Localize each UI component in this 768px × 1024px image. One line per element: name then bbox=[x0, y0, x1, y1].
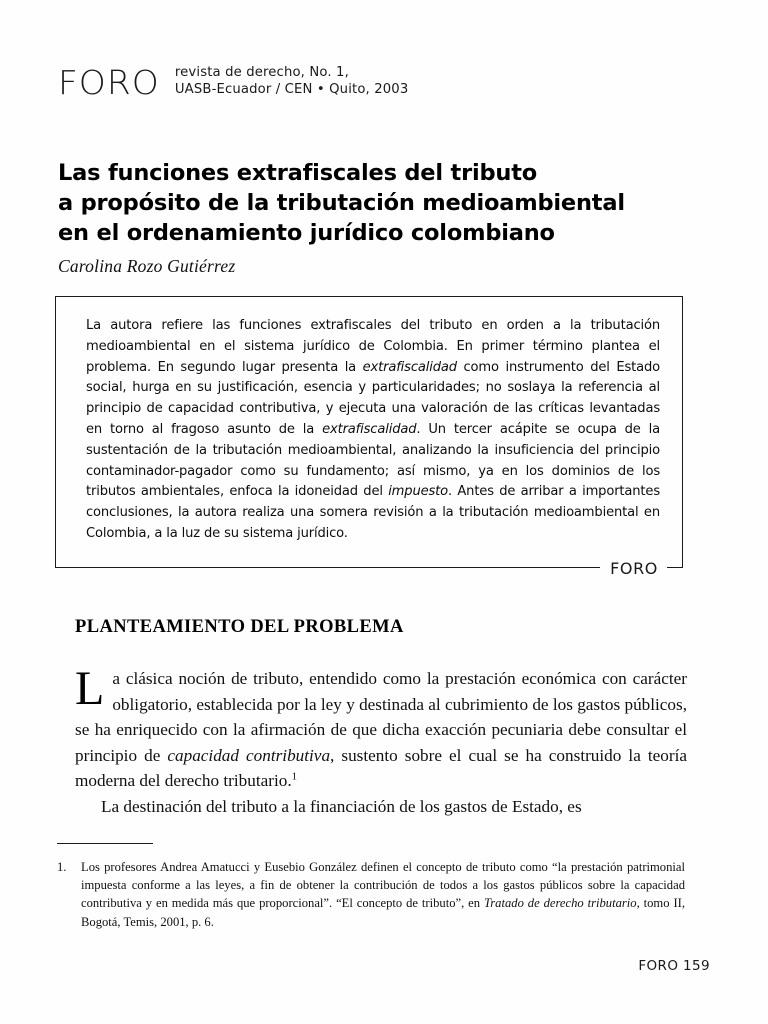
article-title-line-1: Las funciones extrafiscales del tributo bbox=[58, 160, 538, 186]
abstract-italic-2: extrafiscalidad bbox=[322, 421, 417, 437]
footnote-body bbox=[81, 858, 685, 931]
footnote-italic-title: Tratado de derecho tributario bbox=[483, 896, 637, 911]
body-paragraph-1 bbox=[75, 662, 688, 794]
abstract-foro-badge: FORO bbox=[600, 560, 667, 578]
body-paragraph-1-italic: capacidad contributiva bbox=[167, 745, 331, 765]
footnote-part-1: Los profesores Andrea Amatucci y Eusebio González definen el concepto de tributo como “la prestación patrimonial impuesta conforme a las leyes, a fin de obtener la contribución de todos a los gastos públicos sobre la capacidad contributiva y en medida más que proporcional”. “El concepto de tributo”, en bbox=[81, 860, 685, 911]
masthead bbox=[58, 63, 409, 102]
article-author: Carolina Rozo Gutiérrez bbox=[58, 256, 236, 276]
masthead-publication-info bbox=[175, 65, 409, 98]
abstract-part-1: La autora refiere las funciones extrafiscales del tributo en orden a la tributación medioambiental en el sistema jurídico de Colombia. En primer término plantea el problema. En segundo lugar presenta la bbox=[86, 318, 660, 375]
abstract-text bbox=[86, 316, 660, 545]
body-paragraph-1-part-2: , sustento sobre el cual se ha construido la teoría moderna del derecho tributario. bbox=[75, 745, 687, 791]
drop-cap: L bbox=[75, 662, 105, 715]
abstract-italic-1: extrafiscalidad bbox=[362, 359, 457, 375]
abstract-part-3: . Un tercer acápite se ocupa de la sustentación de la tributación medioambiental, analizando la insuficiencia del principio contaminador-pagador como su fundamento; así mismo, ya en los dominios de los tributos ambientales, enfoca la idoneidad del bbox=[86, 421, 660, 500]
article-title-line-2: a propósito de la tributación medioambiental bbox=[58, 190, 625, 216]
abstract-italic-3: impuesto bbox=[388, 484, 449, 500]
footnote-number: 1. bbox=[57, 860, 67, 874]
article-title-line-3: en el ordenamiento jurídico colombiano bbox=[58, 220, 555, 246]
footnote-part-2: , tomo II, Bogotá, Temis, 2001, p. 6. bbox=[81, 896, 685, 929]
abstract-part-2: como instrumento del Estado social, hurga en su justificación, esencia y particularidades; no soslaya la referencia al principio de capacidad contributiva, y ejecuta una valoración de las críticas levantadas en torno al fragoso asunto de la bbox=[86, 359, 660, 437]
footnote-1 bbox=[57, 858, 685, 931]
section-heading: PLANTEAMIENTO DEL PROBLEMA bbox=[75, 617, 404, 637]
masthead-line-2: UASB-Ecuador / CEN • Quito, 2003 bbox=[174, 81, 409, 97]
body-text bbox=[75, 662, 688, 820]
abstract-box-footer bbox=[55, 560, 683, 578]
body-paragraph-2: La destinación del tributo a la financiación de los gastos de Estado, es bbox=[101, 796, 582, 816]
article-title bbox=[58, 158, 698, 248]
body-paragraph-1-part-1: a clásica noción de tributo, entendido como la prestación económica con carácter obligatorio, establecida por la ley y destinada al cubrimiento de los gastos públicos, se ha enriquecido con la afirmación de que dicha exacción pecuniaria debe consultar el principio de bbox=[75, 669, 688, 765]
page-footer: FORO 159 bbox=[638, 958, 710, 974]
footnote-reference-1[interactable]: 1 bbox=[291, 770, 298, 783]
masthead-line-1: revista de derecho, No. 1, bbox=[174, 65, 349, 80]
masthead-logo: FORO bbox=[58, 63, 160, 102]
footnote-separator-rule bbox=[57, 843, 153, 844]
abstract-part-4: . Antes de arribar a importantes conclusiones, la autora realiza una somera revisión a la tributación medioambiental en Colombia, a la luz de su sistema jurídico. bbox=[86, 484, 660, 541]
